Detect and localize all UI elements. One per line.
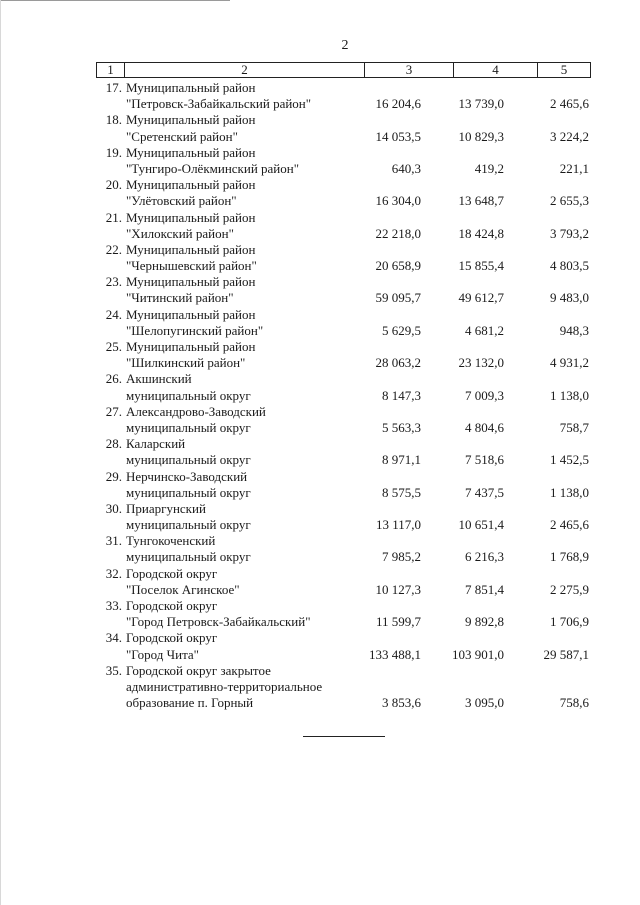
value-col-4: 13 739,0 xyxy=(458,96,504,112)
row-name: Александрово-Заводский xyxy=(126,403,266,419)
value-col-3: 14 053,5 xyxy=(375,128,421,144)
row-name: Нерчинско-Заводский xyxy=(126,468,248,484)
row-name: муниципальный округ xyxy=(126,484,251,500)
row-number: 20. xyxy=(105,177,122,193)
row-name: "Город Петровск-Забайкальский" xyxy=(126,614,311,630)
row-name: "Сретенский район" xyxy=(126,128,238,144)
row-name: "Петровск-Забайкальский район" xyxy=(126,96,312,112)
row-number: 32. xyxy=(105,565,122,581)
row-number: 23. xyxy=(105,274,122,290)
row-number: 22. xyxy=(105,241,122,257)
value-col-5: 2 465,6 xyxy=(550,517,589,533)
row-name: "Город Чита" xyxy=(126,646,199,662)
row-line xyxy=(96,436,591,452)
table-header xyxy=(96,62,591,78)
header-col-5: 5 xyxy=(537,63,590,77)
row-name: Муниципальный район xyxy=(126,112,256,128)
value-col-3: 16 304,0 xyxy=(375,193,421,209)
closing-rule xyxy=(303,736,385,737)
table-row xyxy=(96,145,591,177)
row-line xyxy=(96,452,591,468)
row-name: Муниципальный район xyxy=(126,241,256,257)
table-row xyxy=(96,80,591,112)
row-line xyxy=(96,112,591,128)
value-col-5: 4 803,5 xyxy=(550,258,589,274)
row-line xyxy=(96,323,591,339)
row-name: Муниципальный район xyxy=(126,339,256,354)
row-name: Каларский xyxy=(126,436,186,452)
table-row xyxy=(96,501,591,533)
value-col-3: 22 218,0 xyxy=(375,225,421,241)
scan-edge-left xyxy=(0,0,1,905)
value-col-4: 49 612,7 xyxy=(458,290,504,306)
row-name: Тунгокоченский xyxy=(126,533,216,549)
row-line xyxy=(96,161,591,177)
table-row xyxy=(96,307,591,339)
table-row xyxy=(96,371,591,403)
row-name: муниципальный округ xyxy=(126,452,251,468)
value-col-4: 6 216,3 xyxy=(465,549,504,565)
value-col-4: 18 424,8 xyxy=(458,225,504,241)
row-line xyxy=(96,663,591,679)
row-line xyxy=(96,177,591,193)
row-number: 19. xyxy=(105,144,122,160)
row-line xyxy=(96,80,591,96)
row-number: 34. xyxy=(105,630,122,646)
value-col-5: 29 587,1 xyxy=(543,646,589,662)
row-number: 33. xyxy=(105,598,122,613)
row-name: муниципальный округ xyxy=(126,387,251,403)
row-name: административно-территориальное xyxy=(126,678,323,694)
value-col-3: 640,3 xyxy=(391,160,421,176)
row-line xyxy=(96,517,591,533)
row-line xyxy=(96,420,591,436)
header-col-4: 4 xyxy=(453,63,537,77)
value-col-4: 23 132,0 xyxy=(458,355,504,371)
value-col-4: 9 892,8 xyxy=(465,614,504,630)
value-col-4: 13 648,7 xyxy=(458,193,504,209)
value-col-3: 8 575,5 xyxy=(382,484,421,500)
value-col-4: 4 681,2 xyxy=(465,322,504,338)
table-row xyxy=(96,598,591,630)
row-line xyxy=(96,469,591,485)
value-col-5: 1 138,0 xyxy=(550,387,589,403)
value-col-3: 7 985,2 xyxy=(382,549,421,565)
value-col-3: 59 095,7 xyxy=(375,290,421,306)
row-number: 35. xyxy=(105,662,122,678)
row-line xyxy=(96,647,591,663)
table-row xyxy=(96,630,591,662)
value-col-3: 11 599,7 xyxy=(375,614,421,630)
table-row xyxy=(96,177,591,209)
row-name: "Поселок Агинское" xyxy=(126,581,240,597)
row-line xyxy=(96,388,591,404)
value-col-3: 8 971,1 xyxy=(382,452,421,468)
row-name: Городской округ закрытое xyxy=(126,662,271,678)
row-line xyxy=(96,129,591,145)
value-col-3: 133 488,1 xyxy=(369,646,421,662)
row-name: Муниципальный район xyxy=(126,144,256,160)
value-col-3: 10 127,3 xyxy=(375,581,421,597)
table-row xyxy=(96,112,591,144)
row-name: Муниципальный район xyxy=(126,177,256,193)
row-name: образование п. Горный xyxy=(126,695,254,711)
row-line xyxy=(96,695,591,711)
value-col-4: 15 855,4 xyxy=(458,258,504,274)
row-number: 25. xyxy=(105,339,122,354)
value-col-3: 28 063,2 xyxy=(375,355,421,371)
value-col-5: 758,6 xyxy=(559,695,589,711)
row-line xyxy=(96,614,591,630)
value-col-3: 13 117,0 xyxy=(375,517,421,533)
value-col-4: 419,2 xyxy=(474,160,504,176)
value-col-3: 3 853,6 xyxy=(382,695,421,711)
row-line xyxy=(96,355,591,371)
row-line xyxy=(96,242,591,258)
row-name: муниципальный округ xyxy=(126,549,251,565)
value-col-4: 10 651,4 xyxy=(458,517,504,533)
value-col-5: 758,7 xyxy=(559,419,589,435)
value-col-3: 20 658,9 xyxy=(375,258,421,274)
row-line xyxy=(96,96,591,112)
row-number: 29. xyxy=(105,468,122,484)
row-name: "Чернышевский район" xyxy=(126,258,257,274)
row-number: 28. xyxy=(105,436,122,452)
row-name: Муниципальный район xyxy=(126,209,256,225)
row-name: Муниципальный район xyxy=(126,274,256,290)
value-col-4: 3 095,0 xyxy=(465,695,504,711)
value-col-5: 9 483,0 xyxy=(550,290,589,306)
value-col-4: 10 829,3 xyxy=(458,128,504,144)
table-row xyxy=(96,274,591,306)
row-number: 31. xyxy=(105,533,122,549)
row-line xyxy=(96,630,591,646)
table-row xyxy=(96,566,591,598)
page-number: 2 xyxy=(341,38,349,53)
scan-edge-top xyxy=(0,0,230,1)
value-col-4: 7 437,5 xyxy=(465,484,504,500)
row-number: 17. xyxy=(105,80,122,95)
row-line xyxy=(96,582,591,598)
value-col-5: 948,3 xyxy=(559,322,589,338)
row-name: "Хилокский район" xyxy=(126,225,234,241)
row-name: "Тунгиро-Олёкминский район" xyxy=(126,160,300,176)
value-col-4: 7 518,6 xyxy=(465,452,504,468)
table-row xyxy=(96,533,591,565)
row-name: Акшинский xyxy=(126,371,192,387)
table-row xyxy=(96,663,591,712)
row-number: 30. xyxy=(105,500,122,516)
table-row xyxy=(96,242,591,274)
header-col-1: 1 xyxy=(107,62,114,77)
value-col-3: 16 204,6 xyxy=(375,96,421,112)
value-col-5: 1 138,0 xyxy=(550,484,589,500)
row-line xyxy=(96,307,591,323)
row-line xyxy=(96,290,591,306)
row-name: "Шилкинский район" xyxy=(126,355,246,371)
table-row xyxy=(96,436,591,468)
value-col-5: 221,1 xyxy=(559,160,589,176)
table-row xyxy=(96,469,591,501)
row-line xyxy=(96,404,591,420)
row-name: "Улётовский район" xyxy=(126,193,237,209)
row-line xyxy=(96,533,591,549)
row-name: Муниципальный район xyxy=(126,306,256,322)
value-col-5: 2 465,6 xyxy=(550,96,589,112)
header-col-3: 3 xyxy=(364,63,453,77)
row-number: 26. xyxy=(105,371,122,387)
row-name: муниципальный округ xyxy=(126,517,251,533)
table-row xyxy=(96,404,591,436)
row-number: 18. xyxy=(105,112,122,128)
row-line xyxy=(96,598,591,614)
value-col-5: 3 793,2 xyxy=(550,225,589,241)
value-col-5: 2 275,9 xyxy=(550,581,589,597)
row-name: "Читинский район" xyxy=(126,290,234,306)
row-line xyxy=(96,258,591,274)
row-name: "Шелопугинский район" xyxy=(126,322,264,338)
value-col-5: 3 224,2 xyxy=(550,128,589,144)
value-col-4: 7 009,3 xyxy=(465,387,504,403)
row-name: Муниципальный район xyxy=(126,80,256,95)
row-line xyxy=(96,485,591,501)
header-col-2: 2 xyxy=(124,63,364,77)
row-name: Городской округ xyxy=(126,630,218,646)
row-line xyxy=(96,210,591,226)
value-col-5: 1 706,9 xyxy=(550,614,589,630)
row-name: Городской округ xyxy=(126,598,218,613)
row-line xyxy=(96,339,591,355)
value-col-3: 5 563,3 xyxy=(382,419,421,435)
row-line xyxy=(96,274,591,290)
value-col-4: 4 804,6 xyxy=(465,419,504,435)
row-name: Приаргунский xyxy=(126,500,206,516)
table-row xyxy=(96,339,591,371)
row-number: 21. xyxy=(105,209,122,225)
row-line xyxy=(96,193,591,209)
value-col-4: 7 851,4 xyxy=(465,581,504,597)
row-line xyxy=(96,226,591,242)
table-body xyxy=(96,80,591,711)
row-line xyxy=(96,501,591,517)
row-line xyxy=(96,566,591,582)
table-row xyxy=(96,210,591,242)
row-number: 27. xyxy=(105,403,122,419)
row-name: муниципальный округ xyxy=(126,419,251,435)
row-line xyxy=(96,145,591,161)
value-col-5: 4 931,2 xyxy=(550,355,589,371)
row-line xyxy=(96,549,591,565)
value-col-3: 5 629,5 xyxy=(382,322,421,338)
value-col-4: 103 901,0 xyxy=(452,646,504,662)
row-line xyxy=(96,679,591,695)
row-line xyxy=(96,371,591,387)
value-col-5: 1 452,5 xyxy=(550,452,589,468)
row-number: 24. xyxy=(105,306,122,322)
value-col-3: 8 147,3 xyxy=(382,387,421,403)
value-col-5: 2 655,3 xyxy=(550,193,589,209)
row-name: Городской округ xyxy=(126,565,218,581)
value-col-5: 1 768,9 xyxy=(550,549,589,565)
